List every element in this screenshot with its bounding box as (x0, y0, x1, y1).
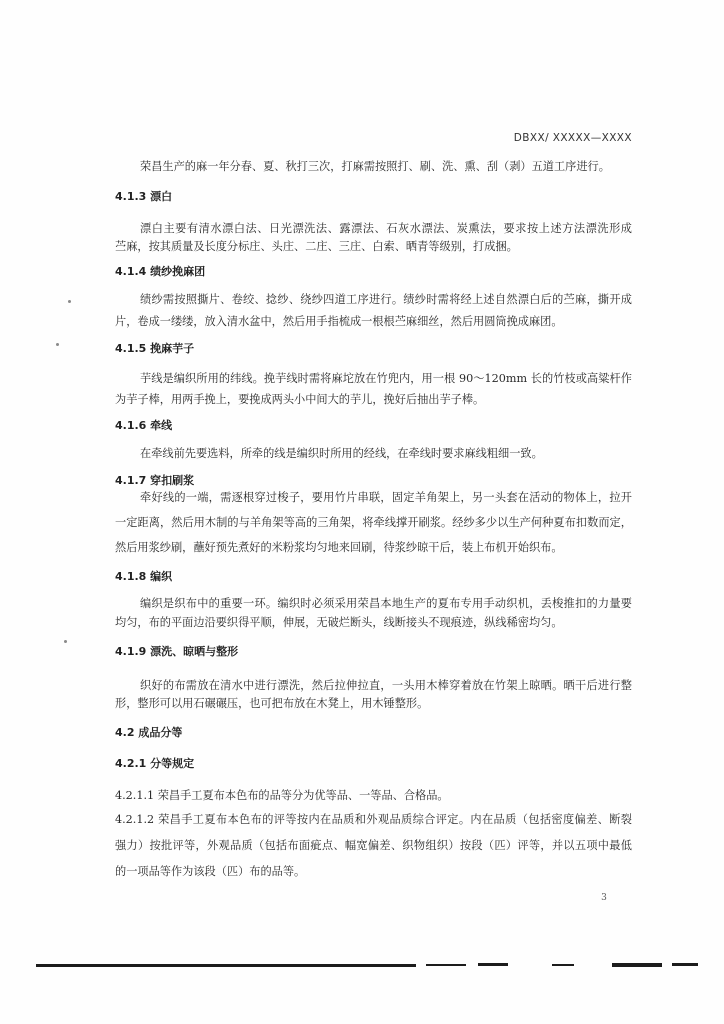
paragraph-line: 在牵线前先要选料，所牵的线是编织时所用的经线，在牵线时要求麻线粗细一致。 (140, 447, 543, 460)
intro-paragraph (115, 158, 632, 176)
paragraph-line: 片，卷成一缕缕，放入清水盆中，然后用手指梳成一根根苎麻细丝，然后用圆筒挽成麻团。 (115, 315, 563, 328)
section-paragraph-4-1-8 (115, 594, 632, 632)
scan-noise-dot (64, 640, 67, 643)
scan-edge-line (478, 963, 508, 966)
document-code-header: DBXX/ XXXXX—XXXX (513, 132, 632, 144)
section-heading-4-1-8: 4.1.8 编织 (115, 570, 173, 583)
paragraph-line: 一定距离，然后用木制的与羊角架等高的三角架，将牵线撑开刷浆。经纱多少以生产何种夏布扣数而定， (115, 516, 632, 529)
paragraph-line: 织好的布需放在清水中进行漂洗，然后拉伸拉直，一头用木棒穿着放在竹架上晾晒。晒干后进行整 (140, 679, 632, 692)
paragraph-line: 4.2.1.1 荣昌手工夏布本色布的品等分为优等品、一等品、合格品。 (115, 789, 449, 802)
section-heading-4-1-3: 4.1.3 漂白 (115, 190, 173, 203)
paragraph-line: 为芋子棒，用两手挽上，要挽成两头小中间大的芋儿，挽好后抽出芋子棒。 (115, 393, 485, 406)
scan-edge-line (426, 964, 466, 966)
scan-edge-line (672, 963, 698, 966)
section-paragraph-4-1-6 (115, 445, 632, 463)
clause-4-2-1-2 (115, 807, 632, 885)
section-heading-4-1-6: 4.1.6 牵线 (115, 419, 173, 432)
page-number: 3 (601, 893, 607, 903)
paragraph-line: 绩纱需按照撕片、卷绞、捻纱、绕纱四道工序进行。绩纱时需将经上述自然漂白后的苎麻，撕开成 (140, 293, 632, 306)
scan-noise-dot (56, 343, 59, 346)
section-heading-4-1-4: 4.1.4 绩纱挽麻团 (115, 265, 206, 278)
paragraph-line: 强力）按批评等，外观品质（包括布面疵点、幅宽偏差、织物组织）按段（匹）评等，并以五项中最低 (115, 839, 632, 852)
section-heading-4-1-5: 4.1.5 挽麻芋子 (115, 342, 195, 355)
paragraph-line: 编织是织布中的重要一环。编织时必须采用荣昌本地生产的夏布专用手动织机，丢梭推扣的力量要 (140, 597, 632, 610)
paragraph-line: 芋线是编织所用的纬线。挽芋线时需将麻坨放在竹兜内，用一根 90～120mm 长的竹枝或高粱杆作 (140, 372, 632, 385)
paragraph-line: 荣昌生产的麻一年分春、夏、秋打三次，打麻需按照打、刷、洗、熏、刮（剥）五道工序进行。 (140, 160, 610, 173)
section-paragraph-4-1-5 (115, 368, 632, 410)
paragraph-line: 4.2.1.2 荣昌手工夏布本色布的评等按内在品质和外观品质综合评定。内在品质（包括密度偏差、断裂 (115, 813, 632, 826)
clause-4-2-1-1 (115, 787, 632, 805)
scan-edge-line (552, 964, 574, 966)
section-heading-4-1-7: 4.1.7 穿扣刷浆 (115, 474, 195, 487)
paragraph-line: 漂白主要有清水漂白法、日光漂洗法、露漂法、石灰水漂法、炭熏法，要求按上述方法漂洗形成 (140, 222, 632, 235)
paragraph-line: 牵好线的一端，需逐根穿过梭子，要用竹片串联，固定羊角架上，另一头套在活动的物体上，拉开 (140, 491, 632, 504)
scan-edge-line (36, 964, 416, 967)
paragraph-line: 的一项品等作为该段（匹）布的品等。 (115, 865, 306, 878)
paragraph-line: 然后用浆纱刷，蘸好预先煮好的米粉浆均匀地来回刷，待浆纱晾干后，装上布机开始织布。 (115, 541, 563, 554)
section-paragraph-4-1-9 (115, 677, 632, 713)
paragraph-line: 形，整形可以用石碾碾压，也可把布放在木凳上，用木锤整形。 (115, 697, 429, 710)
section-heading-4-2-1: 4.2.1 分等规定 (115, 757, 195, 770)
section-paragraph-4-1-7 (115, 485, 632, 560)
section-heading-4-2: 4.2 成品分等 (115, 726, 183, 739)
paragraph-line: 均匀，布的平面边沿要织得平顺，伸展，无破烂断头，线断接头不现痕迹，纵线稀密均匀。 (115, 616, 563, 629)
section-paragraph-4-1-3 (115, 220, 632, 256)
scan-edge-line (612, 963, 662, 967)
section-paragraph-4-1-4 (115, 289, 632, 333)
paragraph-line: 苎麻，按其质量及长度分标庄、头庄、二庄、三庄、白索、晒青等级别，打成捆。 (115, 240, 518, 253)
section-heading-4-1-9: 4.1.9 漂洗、晾晒与整形 (115, 645, 239, 658)
scan-noise-dot (68, 300, 71, 303)
